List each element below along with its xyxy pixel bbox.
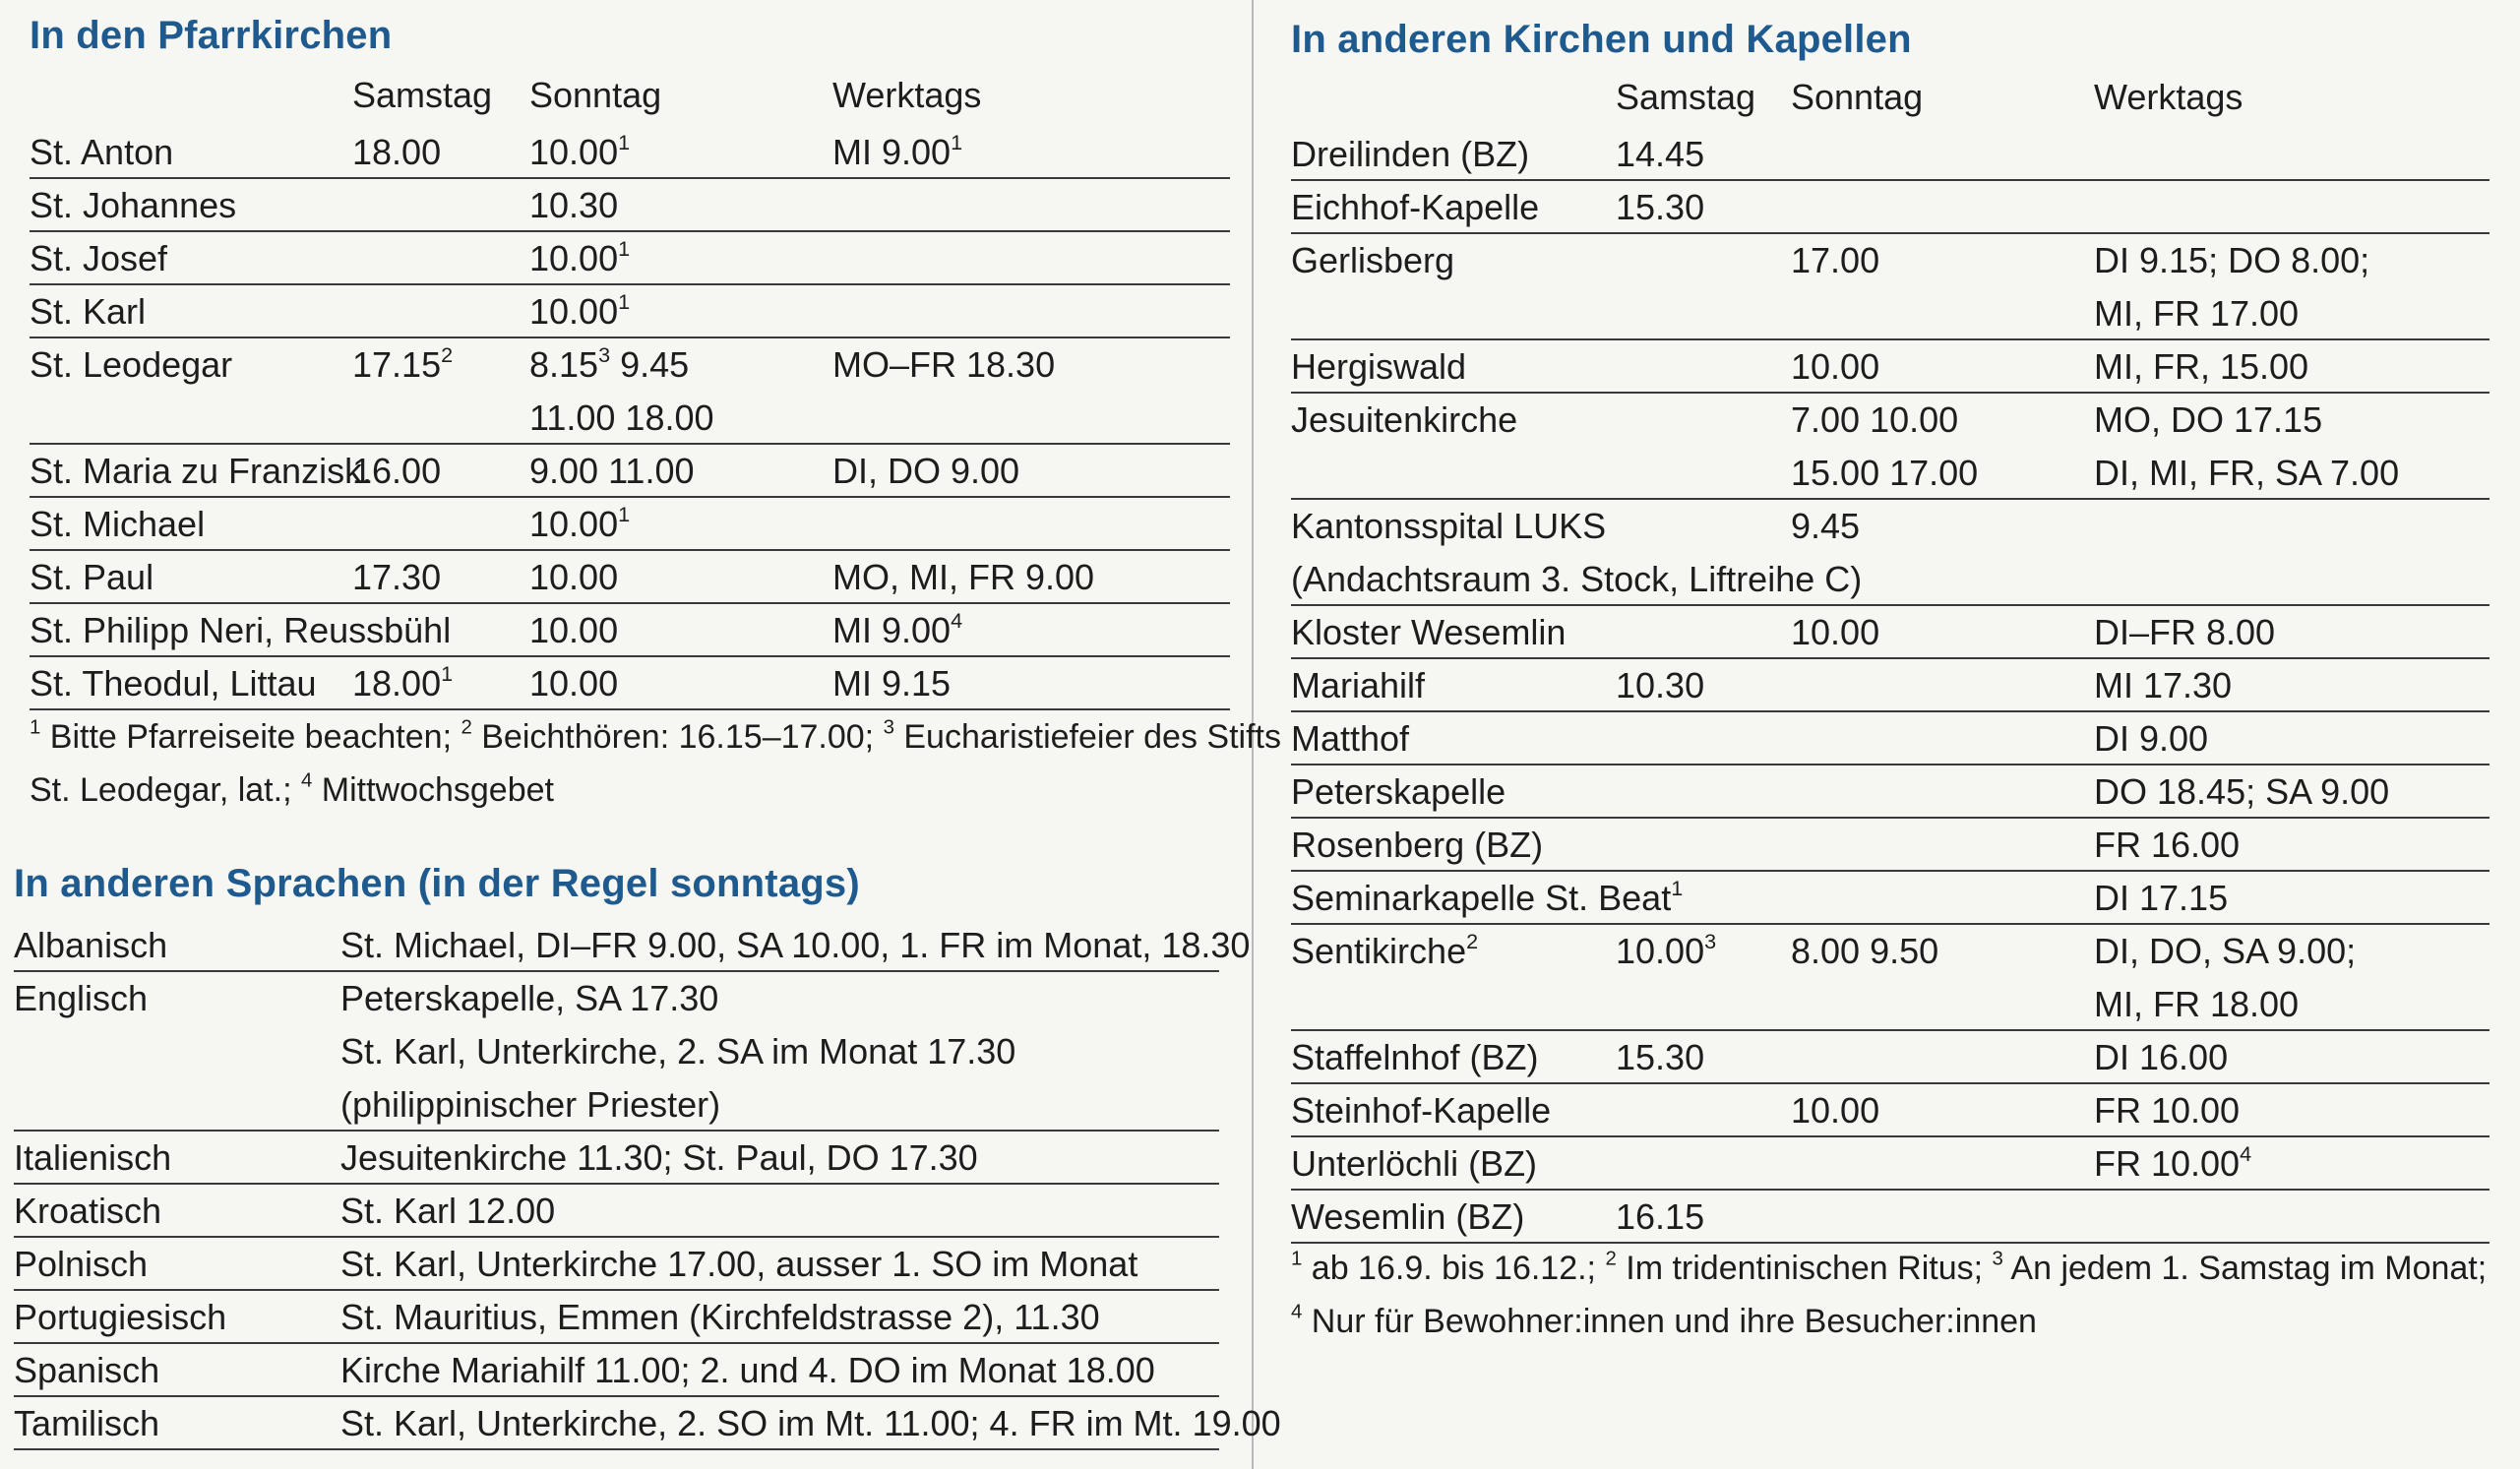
language-name: Portugiesisch xyxy=(14,1297,227,1337)
sonntag-time: 10.00 xyxy=(529,610,619,650)
footnote-marker: 3 xyxy=(598,341,611,367)
werktags-time: MI 17.30 xyxy=(2094,665,2233,705)
footnote-marker: 4 xyxy=(951,607,963,633)
table-row xyxy=(1291,340,2489,394)
sonntag-time: 8.15$^3$ 9.45 xyxy=(529,341,690,385)
footnote-marker: 2 xyxy=(441,341,454,367)
werktags-time: MI, FR 17.00 xyxy=(2094,293,2300,334)
church-name: Steinhof-Kapelle xyxy=(1291,1090,1552,1131)
footnote-marker: 3 xyxy=(883,716,894,739)
church-name: Kantonsspital LUKS xyxy=(1291,506,1607,546)
table-row xyxy=(1291,712,2489,765)
sonntag-time: 11.00 18.00 xyxy=(529,398,714,438)
werktags-time: MO, DO 17.15 xyxy=(2094,399,2323,440)
church-name: St. Theodul, Littau xyxy=(30,663,317,704)
header-sonntag: Sonntag xyxy=(1791,77,1924,117)
samstag-time: 10.00$^3$ xyxy=(1616,928,1717,971)
werktags-time: DI, MI, FR, SA 7.00 xyxy=(2094,453,2400,493)
table-row xyxy=(14,1185,1219,1238)
language-service: St. Michael, DI–FR 9.00, SA 10.00, 1. FR im Monat, 18.30 xyxy=(340,925,1251,965)
footnote-line: St. Leodegar, lat.; $^4$ Mittwochsgebet xyxy=(30,769,554,809)
language-name: Kroatisch xyxy=(14,1191,162,1231)
sonntag-time: 8.00 9.50 xyxy=(1791,931,1939,971)
samstag-time: 10.30 xyxy=(1616,665,1705,705)
pfarrkirchen-title: In den Pfarrkirchen xyxy=(30,14,393,57)
footnote-line: $^4$ Nur für Bewohner:innen und ihre Besucher:innen xyxy=(1291,1301,2037,1340)
sonntag-time: 10.30 xyxy=(529,185,619,225)
church-name: St. Philipp Neri, Reussbühl xyxy=(30,610,452,650)
table-row xyxy=(1291,659,2489,712)
werktags-time: MO, MI, FR 9.00 xyxy=(832,557,1095,597)
language-service: Jesuitenkirche 11.30; St. Paul, DO 17.30 xyxy=(340,1137,978,1178)
footnote-marker: 3 xyxy=(1992,1248,2003,1270)
werktags-time: DI 16.00 xyxy=(2094,1037,2229,1077)
werktags-time: MI 9.00$^1$ xyxy=(832,129,963,172)
sonntag-time: 10.00$^1$ xyxy=(529,235,631,278)
church-name: Gerlisberg xyxy=(1291,240,1455,280)
samstag-time: 15.30 xyxy=(1616,1037,1705,1077)
sonntag-time: 9.45 xyxy=(1791,506,1861,546)
church-name: Jesuitenkirche xyxy=(1291,399,1518,440)
church-name: St. Anton xyxy=(30,132,174,172)
language-service: St. Karl, Unterkirche, 2. SO im Mt. 11.00; 4. FR im Mt. 19.00 xyxy=(340,1403,1281,1443)
samstag-time: 16.00 xyxy=(352,451,442,491)
footnote-marker: 2 xyxy=(1466,928,1479,953)
footnote-marker: 1 xyxy=(618,501,631,526)
sonntag-time: 17.00 xyxy=(1791,240,1880,280)
werktags-time: DI, DO, SA 9.00; xyxy=(2094,931,2357,971)
footnote-marker: 1 xyxy=(1671,875,1684,900)
footnote-marker: 3 xyxy=(1704,928,1717,953)
language-service: Peterskapelle, SA 17.30 xyxy=(340,978,719,1018)
church-name: Eichhof-Kapelle xyxy=(1291,187,1540,227)
footnote-marker: 1 xyxy=(441,660,454,686)
footnote-line: $^1$ ab 16.9. bis 16.12.; $^2$ Im tridentinischen Ritus; $^3$ An jedem 1. Samstag im Monat; xyxy=(1291,1248,2488,1287)
werktags-time: MI, FR, 15.00 xyxy=(2094,346,2309,387)
church-name: Unterlöchli (BZ) xyxy=(1291,1143,1538,1184)
church-name: Wesemlin (BZ) xyxy=(1291,1196,1525,1237)
werktags-time: MI, FR 18.00 xyxy=(2094,984,2300,1024)
church-name: Rosenberg (BZ) xyxy=(1291,825,1544,865)
samstag-time: 17.15$^2$ xyxy=(352,341,454,385)
header-werktags: Werktags xyxy=(2094,77,2243,117)
church-name: Staffelnhof (BZ) xyxy=(1291,1037,1539,1077)
church-name: Peterskapelle xyxy=(1291,771,1506,812)
language-name: Italienisch xyxy=(14,1137,172,1178)
sonntag-time: 10.00 xyxy=(529,663,619,704)
sonntag-time: 9.00 11.00 xyxy=(529,451,695,491)
sonntag-time: 10.00$^1$ xyxy=(529,288,631,332)
header-sonntag: Sonntag xyxy=(529,75,662,115)
language-service: (philippinischer Priester) xyxy=(340,1084,721,1125)
church-name: Mariahilf xyxy=(1291,665,1426,705)
footnote-marker: 2 xyxy=(461,716,472,739)
samstag-time: 18.00 xyxy=(352,132,442,172)
language-name: Albanisch xyxy=(14,925,168,965)
werktags-time: DI 9.00 xyxy=(2094,718,2209,759)
church-name: Hergiswald xyxy=(1291,346,1467,387)
footnote-line: $^1$ Bitte Pfarreiseite beachten; $^2$ Beichthören: 16.15–17.00; $^3$ Eucharistiefeier des Stifts xyxy=(30,716,1281,756)
werktags-time: FR 10.00 xyxy=(2094,1090,2241,1131)
samstag-time: 16.15 xyxy=(1616,1196,1705,1237)
language-service: St. Mauritius, Emmen (Kirchfeldstrasse 2), 11.30 xyxy=(340,1297,1100,1337)
werktags-time: FR 16.00 xyxy=(2094,825,2241,865)
footnote-marker: 4 xyxy=(300,769,313,792)
church-name: Sentikirche$^2$ xyxy=(1291,928,1479,971)
samstag-time: 18.00$^1$ xyxy=(352,660,454,704)
footnote-marker: 4 xyxy=(2240,1140,2252,1166)
sonntag-time: 7.00 10.00 xyxy=(1791,399,1959,440)
footnote-marker: 1 xyxy=(618,129,631,154)
church-name: Kloster Wesemlin xyxy=(1291,612,1567,652)
church-name: St. Paul xyxy=(30,557,154,597)
footnote-marker: 1 xyxy=(618,235,631,261)
language-service: St. Karl 12.00 xyxy=(340,1191,556,1231)
werktags-time: DI 17.15 xyxy=(2094,878,2229,918)
sonntag-time: 10.00$^1$ xyxy=(529,129,631,172)
samstag-time: 17.30 xyxy=(352,557,442,597)
sonntag-time: 10.00$^1$ xyxy=(529,501,631,544)
sonntag-time: 10.00 xyxy=(1791,612,1880,652)
church-name: (Andachtsraum 3. Stock, Liftreihe C) xyxy=(1291,559,1863,599)
sonntag-time: 10.00 xyxy=(1791,1090,1880,1131)
church-name: St. Michael xyxy=(30,504,206,544)
church-name: St. Karl xyxy=(30,291,147,332)
church-name: Matthof xyxy=(1291,718,1410,759)
church-name: Seminarkapelle St. Beat$^1$ xyxy=(1291,875,1684,918)
samstag-time: 14.45 xyxy=(1616,134,1705,174)
werktags-time: MO–FR 18.30 xyxy=(832,344,1056,385)
footnote-marker: 1 xyxy=(30,716,41,739)
language-name: Tamilisch xyxy=(14,1403,160,1443)
werktags-time: MI 9.15 xyxy=(832,663,952,704)
sonntag-time: 10.00 xyxy=(1791,346,1880,387)
werktags-time: DI–FR 8.00 xyxy=(2094,612,2276,652)
church-name: St. Leodegar xyxy=(30,344,233,385)
header-samstag: Samstag xyxy=(352,75,493,115)
church-name: Dreilinden (BZ) xyxy=(1291,134,1530,174)
werktags-time: MI 9.00$^4$ xyxy=(832,607,963,650)
footnote-marker: 1 xyxy=(618,288,631,314)
language-service: St. Karl, Unterkirche 17.00, ausser 1. SO im Monat xyxy=(340,1244,1138,1284)
language-service: St. Karl, Unterkirche, 2. SA im Monat 17.30 xyxy=(340,1031,1016,1071)
language-name: Englisch xyxy=(14,978,149,1018)
werktags-time: FR 10.00$^4$ xyxy=(2094,1140,2252,1184)
footnote-marker: 2 xyxy=(1605,1248,1617,1270)
sonntag-time: 15.00 17.00 xyxy=(1791,453,1979,493)
werktags-time: DI 9.15; DO 8.00; xyxy=(2094,240,2370,280)
language-name: Spanisch xyxy=(14,1350,160,1390)
werktags-time: DI, DO 9.00 xyxy=(832,451,1020,491)
church-name: St. Josef xyxy=(30,238,168,278)
kapellen-title: In anderen Kirchen und Kapellen xyxy=(1291,18,1912,61)
header-samstag: Samstag xyxy=(1616,77,1756,117)
samstag-time: 15.30 xyxy=(1616,187,1705,227)
language-name: Polnisch xyxy=(14,1244,149,1284)
sonntag-time: 10.00 xyxy=(529,557,619,597)
footnote-marker: 1 xyxy=(951,129,963,154)
footnote-marker: 1 xyxy=(1291,1248,1303,1270)
church-name: St. Johannes xyxy=(30,185,237,225)
sprachen-title: In anderen Sprachen (in der Regel sonntags) xyxy=(14,862,860,905)
header-werktags: Werktags xyxy=(832,75,982,115)
language-service: Kirche Mariahilf 11.00; 2. und 4. DO im Monat 18.00 xyxy=(340,1350,1155,1390)
footnote-marker: 4 xyxy=(1291,1301,1303,1323)
werktags-time: DO 18.45; SA 9.00 xyxy=(2094,771,2390,812)
church-name: St. Maria zu Franzisk. xyxy=(30,451,373,491)
